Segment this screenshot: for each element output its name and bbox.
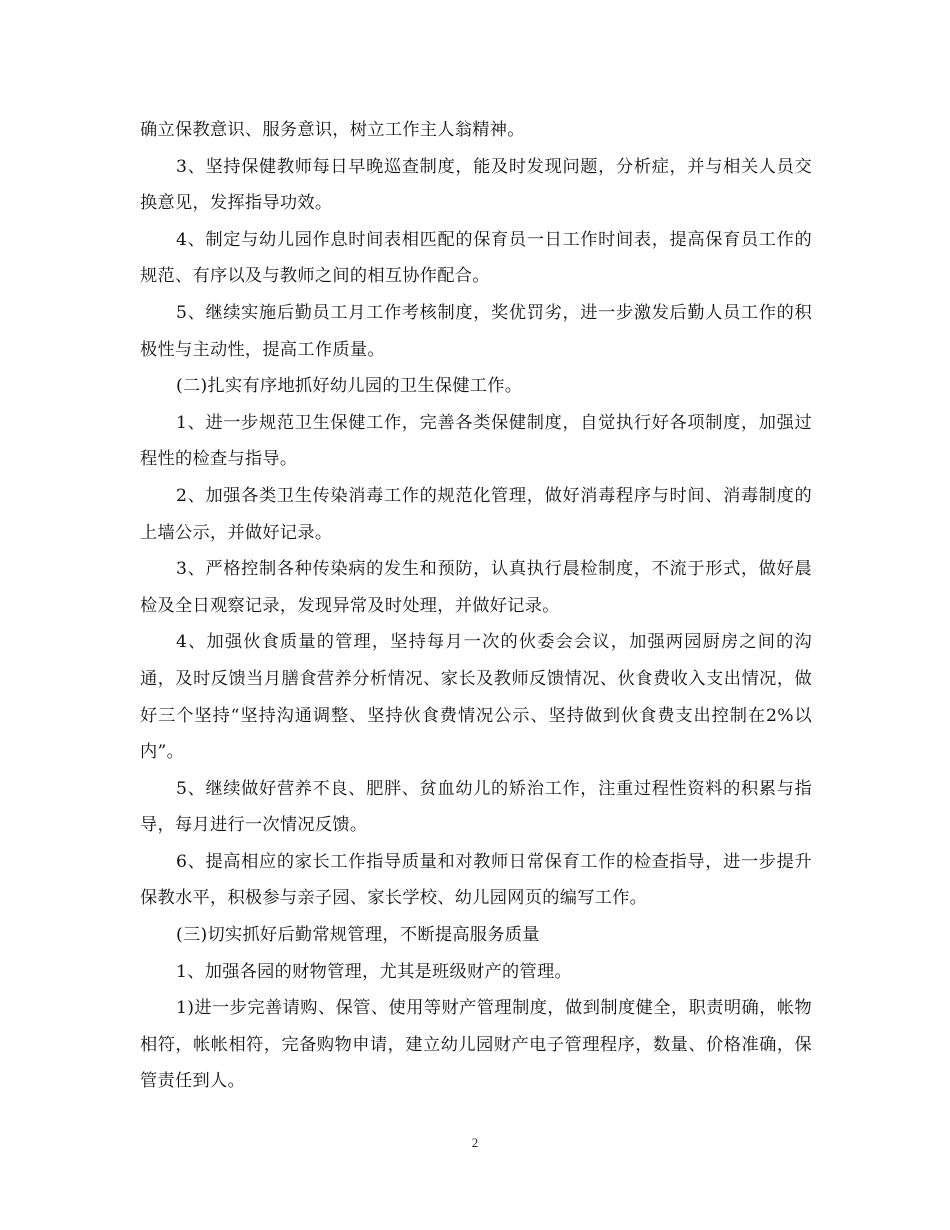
paragraph: 5、继续做好营养不良、肥胖、贫血幼儿的矫治工作，注重过程性资料的积累与指导，每月进行一次情况反馈。 bbox=[140, 778, 812, 836]
paragraph: 4、制定与幼儿园作息时间表相匹配的保育员一日工作时间表，提高保育员工作的规范、有序以及与教师之间的相互协作配合。 bbox=[140, 229, 812, 287]
section-heading: (三)切实抓好后勤常规管理，不断提高服务质量 bbox=[176, 925, 540, 946]
paragraph: 1、进一步规范卫生保健工作，完善各类保健制度，自觉执行好各项制度，加强过程性的检查与指导。 bbox=[140, 412, 812, 470]
section-heading: (二)扎实有序地抓好幼儿园的卫生保健工作。 bbox=[176, 376, 523, 397]
paragraph: 4、加强伙食质量的管理，坚持每月一次的伙委会会议，加强两园厨房之间的沟通，及时反馈当月膳食营养分析情况、家长及教师反馈情况、伙食费收入支出情况，做好三个坚持“坚持沟通调整、坚持伙食费情况公示、坚持做到伙食费支出控制在2%以内”。 bbox=[140, 632, 812, 763]
page-number: 2 bbox=[471, 1135, 479, 1150]
document-body bbox=[140, 112, 812, 1100]
paragraph: 5、继续实施后勤员工月工作考核制度，奖优罚劣，进一步激发后勤人员工作的积极性与主动性，提高工作质量。 bbox=[140, 302, 812, 360]
paragraph: 3、坚持保健教师每日早晚巡查制度，能及时发现问题，分析症，并与相关人员交换意见，发挥指导功效。 bbox=[140, 156, 812, 214]
paragraph: 3、严格控制各种传染病的发生和预防，认真执行晨检制度，不流于形式，做好晨检及全日观察记录，发现异常及时处理，并做好记录。 bbox=[140, 559, 812, 616]
paragraph: 2、加强各类卫生传染消毒工作的规范化管理，做好消毒程序与时间、消毒制度的上墙公示，并做好记录。 bbox=[140, 485, 812, 543]
paragraph: 1、加强各园的财物管理，尤其是班级财产的管理。 bbox=[176, 961, 572, 982]
paragraph: 1)进一步完善请购、保管、使用等财产管理制度，做到制度健全，职责明确，帐物相符，帐帐相符，完备购物申请，建立幼儿园财产电子管理程序，数量、价格准确，保管责任到人。 bbox=[140, 998, 812, 1092]
paragraph: 确立保教意识、服务意识，树立工作主人翁精神。 bbox=[140, 120, 525, 140]
paragraph: 6、提高相应的家长工作指导质量和对教师日常保育工作的检查指导，进一步提升保教水平，积极参与亲子园、家长学校、幼儿园网页的编写工作。 bbox=[140, 851, 812, 909]
